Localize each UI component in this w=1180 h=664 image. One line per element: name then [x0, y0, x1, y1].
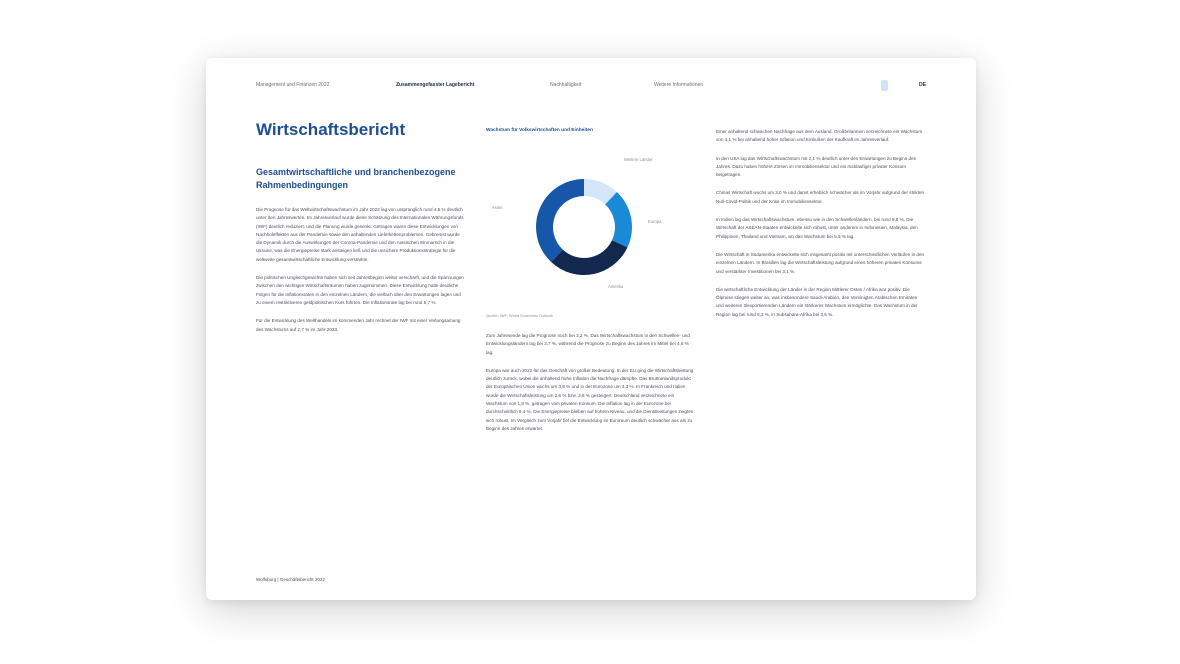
chart-label-europa: Europa: [648, 219, 662, 224]
donut-chart: [486, 139, 696, 309]
paragraph: In Indien lag das Wirtschaftswachstum, ebenso wie in den Schwellenländern, bei rund 6,8 %. Die Wirtschaft der ASEAN-Staaten entwickelte sich robust, unter anderem in Indonesien, Malaysia, den Philippinen, Thailand und Vietnam, wo das Wachstum bei 5,5 % lag.: [716, 217, 918, 239]
donut-chart-svg: [486, 139, 696, 309]
column-left: [256, 120, 464, 344]
paragraph: In den USA lag das Wirtschaftswachstum mit 2,1 % deutlich unter den Erwartungen zu Beginn des Jahres. Dazu haben höhere Zinsen im Immobiliensektor und ein rückläufiger privater Konsum beigetragen.: [716, 155, 916, 178]
paragraph: Die wirtschaftliche Entwicklung der Länder in der Region Mittlerer Osten / Afrika war positiv. Die Ölpreise stiegen weiter an, was insbesondere Saudi-Arabien, den Vereinigten Arabischen Emiraten und weiteren ölexportierenden Ländern ein stärkeres Wachstum ermöglichte. Das Wachstum in der Region lag bei rund 5,3 %, in Subsahara-Afrika bei 3,6 %.: [716, 286, 918, 317]
chart-label-weitere: Weitere Länder: [624, 157, 653, 162]
nav-item-management[interactable]: Management und Finanzen 2022: [256, 82, 330, 88]
paragraph: Die Prognose für das Weltwirtschaftswachstum im Jahr 2022 lag von ursprünglich rund 4,5 % deutlich unter den Jahreswerten. Im Jahresverlauf wurde diese Schätzung des Internationalen Währungsfonds (IWF) deutlich reduziert, und die Planung wurde gesenkt. Getragen waren diese Entwicklungen von Nachholeffekten aus der Pandemie sowie den anhaltenden Lieferkettenproblemen. Gebremst wurde die Dynamik durch die Auswirkungen der Corona-Pandemie und den russischen Einmarsch in die Ukraine, was die Energiepreise stark ansteigen ließ und die unsichere Produktionsstrategie für die weltweite gesamtwirtschaftliche Entwicklung verstärkte.: [256, 207, 464, 262]
donut-slice-3: [536, 179, 584, 262]
chart-source: Quelle: IWF, World Economic Outlook: [486, 313, 553, 318]
nav-item-lagebericht[interactable]: Zusammengefasster Lagebericht: [396, 82, 475, 88]
chart-label-asien: Asien: [492, 205, 503, 210]
language-switch[interactable]: DE: [919, 82, 926, 88]
nav-item-nachhaltigkeit[interactable]: Nachhaltigkeit: [550, 82, 582, 88]
report-page: [206, 58, 976, 600]
column-right: [716, 128, 926, 329]
paragraph: Zum Jahresende lag die Prognose noch bei 3,2 %. Das Wirtschaftswachstum in den Schwellen- und Entwicklungsländern lag bei 3,7 %, während die Prognose zu Beginn des Jahres im Mittel bei 4,8 % lag.: [486, 333, 690, 355]
paragraph: Europa war auch 2022 für das Geschäft von großer Bedeutung. In der EU ging die Wirtschaftsleistung deutlich zurück, wobei die anhaltend hohe Inflation die Nachfrage dämpfte. Das Bruttoinlandsprodukt der Europäischen Union wuchs um 3,5 % und in der Eurozone um 3,3 %. In Frankreich und Italien wurde die Wirtschaftsleistung um 2,6 % bzw. 3,8 % gesteigert. Deutschland verzeichnete ein Wachstum von 1,8 %, getragen vom privaten Konsum. Die Inflation lag in der Eurozone bei durchschnittlich 8,4 %. Die Energiepreise blieben auf hohem Niveau, und die Dienstleistungen zeigten sich robust. Im Vergleich zum Vorjahr fiel die Entwicklung im Euroraum deutlich schwächer aus als zu Beginn des Jahres erwartet.: [486, 367, 694, 431]
chart-title: Wachstum für Volkswirtschaften und Einheiten: [486, 128, 593, 133]
page-title: Wirtschaftsbericht: [256, 120, 406, 139]
page-footer: Wolfsburg | Geschäftsbericht 2022: [256, 577, 325, 582]
bookmark-icon[interactable]: [881, 80, 888, 91]
paragraph: Für die Entwicklung des Welthandels im kommenden Jahr rechnet der IWF mit einer Verlangsamung des Wachstums auf 2,7 % im Jahr 2023.: [256, 318, 461, 332]
paragraph: Chinas Wirtschaft wuchs um 3,0 % und damit erheblich schwächer als im Vorjahr aufgrund der strikten Null-Covid-Politik und der Krise im Immobiliensektor.: [716, 190, 925, 204]
donut-slice-1: [605, 192, 632, 247]
nav-item-weitere[interactable]: Weitere Informationen: [654, 82, 704, 88]
paragraph: Einer anhaltend schwachen Nachfrage aus dem Ausland. Großbritannien verzeichnete ein Wachstum von 4,1 % bei anhaltend hoher Inflation und Einbußen der Kaufkraft im Jahresverlauf.: [716, 129, 923, 143]
column-middle: [486, 128, 696, 443]
paragraph: Die Wirtschaft in Südamerika entwickelte sich insgesamt positiv mit unterschiedlichen Verläufen in den einzelnen Ländern. In Brasilien lag die Wirtschaftsleistung aufgrund eines höheren privaten Konsums und verstärkter Investitionen bei 3,1 %.: [716, 251, 925, 274]
chart-label-amerika: Amerika: [608, 284, 624, 289]
donut-slice-2: [551, 240, 627, 275]
paragraph: Die politischen Ungleichgewichte haben sich seit Jahresbeginn weiter verschärft, und die Spannungen zwischen den wichtigen Wirtschaftsräumen haben zugenommen. Diese Entwicklung hatte deutliche Folgen für die Inflationsraten in den einzelnen Ländern, die vielfach über den Erwartungen lagen und zu einem restriktiveren geldpolitischen Kurs führten. Die Inflationsrate lag bei rund 8,7 %.: [256, 275, 464, 305]
top-navigation: [256, 80, 926, 94]
section-heading: Gesamtwirtschaftliche und branchenbezogene Rahmenbedingungen: [256, 167, 456, 190]
